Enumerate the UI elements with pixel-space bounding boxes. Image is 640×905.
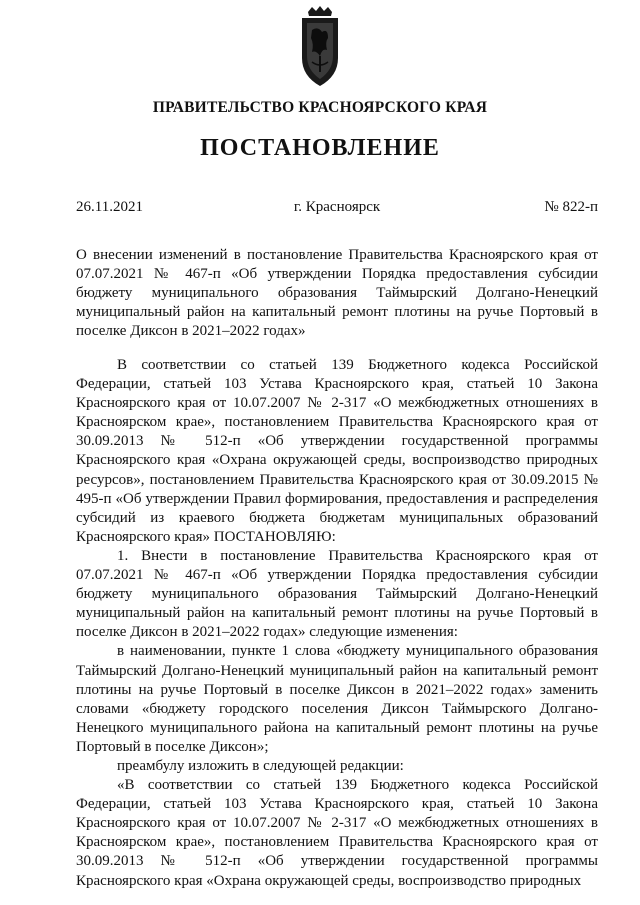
paragraph-item-1: 1. Внести в постановление Правительства Красноярского края от 07.07.2021 № 467-п «Об утверждении Порядка предоставления субсидии бюджету муниципального образования Таймырский Долгано-Ненецкий муниципальный район на капитальный ремонт плотины на ручье Портовый в поселке Диксон в 2021–2022 годах» следующие изменения: [76,547,598,641]
document-city: г. Красноярск [293,199,381,215]
document-body [76,356,598,891]
document-date: 26.11.2021 [76,199,143,215]
government-title: ПРАВИТЕЛЬСТВО КРАСНОЯРСКОГО КРАЯ [152,99,488,116]
document-subject [76,246,598,341]
subject-text: О внесении изменений в постановление Правительства Красноярского края от 07.07.2021 № 467-п «Об утверждении Порядка предоставления субсидии бюджету муниципального образования Таймырский Долгано-Ненецкий муниципальный район на капитальный ремонт плотины на ручье Портовый в поселке Диксон в 2021–2022 годах» [76,247,598,340]
document-number: № 822-п [544,199,598,215]
document-type-heading: ПОСТАНОВЛЕНИЕ [200,135,440,161]
coat-of-arms-emblem [298,6,342,88]
paragraph-new-preamble: «В соответствии со статьей 139 Бюджетного кодекса Российской Федерации, статьей 103 Устава Красноярского края, статьей 10 Закона Красноярского края от 10.07.2007 № 2-317 «О межбюджетных отношениях в Красноярском крае», постановлением Правительства Красноярского края от 30.09.2013 № 512-п «Об утверждении государственной программы Красноярского края «Охрана окружающей среды, воспроизводство природных [76,777,598,889]
paragraph-preamble: В соответствии со статьей 139 Бюджетного кодекса Российской Федерации, статьей 103 Устава Красноярского края, статьей 10 Закона Красноярского края от 10.07.2007 № 2-317 «О межбюджетных отношениях в Красноярском крае», постановлением Правительства Красноярского края от 30.09.2013 № 512-п «Об утверждении государственной программы Красноярского края «Охрана окружающей среды, воспроизводство природных ресурсов», постановлением Правительства Красноярского края от 30.09.2015 № 495-п «Об утверждении Правил формирования, предоставления и распределения субсидий из краевого бюджета бюджетам муниципальных образований Красноярского края» ПОСТАНОВЛЯЮ: [76,357,598,545]
paragraph-change-title: в наименовании, пункте 1 слова «бюджету муниципального образования Таймырский Долгано-Ненецкий муниципальный район на капитальный ремонт плотины на ручье Портовый в поселке Диксон в 2021–2022 годах» заменить словами «бюджету городского поселения Диксон Таймырского Долгано-Ненецкого муниципального района на капитальный ремонт плотины на ручье Портовый в поселке Диксон»; [76,643,598,755]
paragraph-change-preamble: преамбулу изложить в следующей редакции: [117,757,404,774]
